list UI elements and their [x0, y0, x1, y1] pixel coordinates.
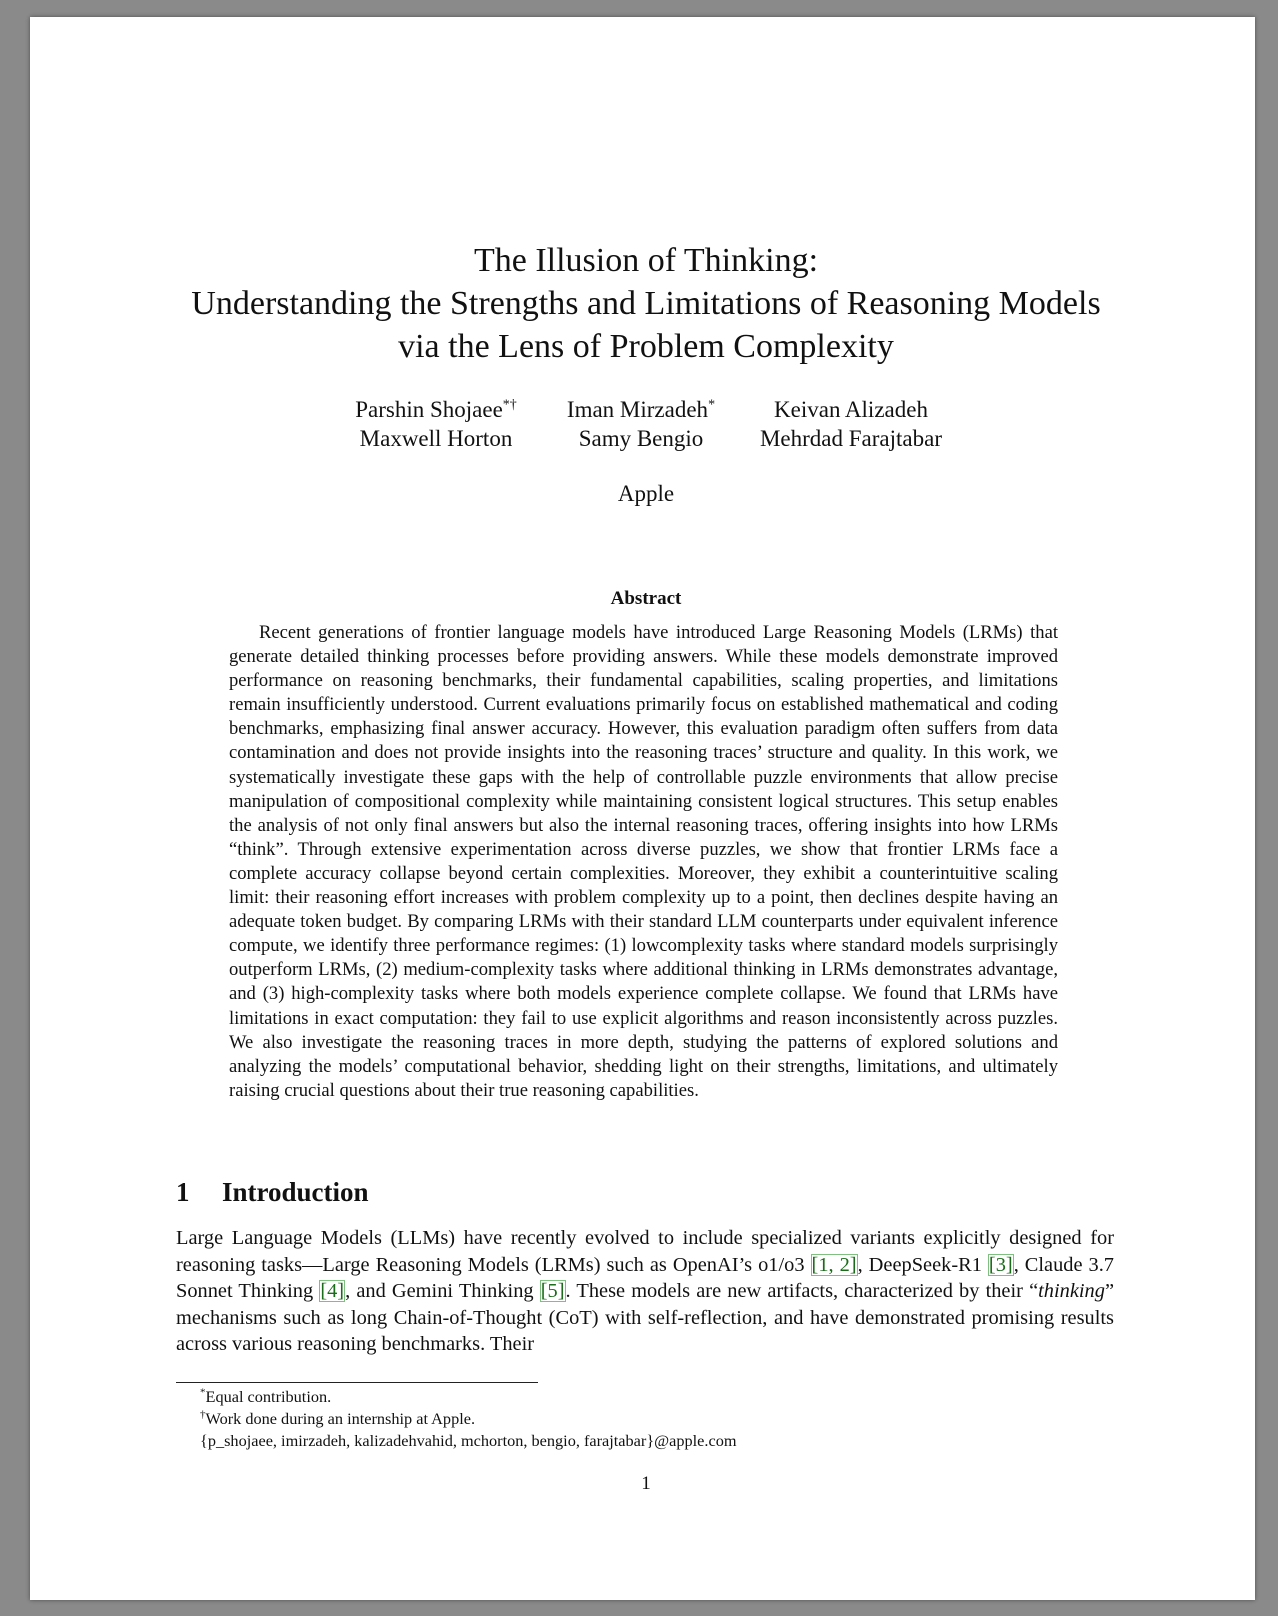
page-number: 1 [641, 1473, 651, 1494]
intro-text: . These models are new artifacts, characterized by their “ [565, 1280, 1039, 1303]
author: Mehrdad Farajtabar [759, 426, 942, 451]
footnote-rule [176, 1382, 538, 1383]
abstract-text: Recent generations of frontier language models have introduced Large Reasoning Models (LRMs) that generate detailed thinking processes before providing answers. While these models demonstrate improved performance on reasoning benchmarks, their fundamental capabilities, scaling properties, and limitations remain insufficiently understood. Current evaluations primarily focus on established mathematical and coding benchmarks, emphasizing final answer accuracy. However, this evaluation paradigm often suffers from data contamination and does not provide insights into the reasoning traces’ structure and quality. In this work, we systematically investigate these gaps with the help of controllable puzzle environments that allow precise manipulation of compositional complexity while maintaining consistent logical structures. This setup enables the analysis of not only final answers but also the internal reasoning traces, offering insights into how LRMs “think”. Through extensive experimentation across diverse puzzles, we show that frontier LRMs face a complete accuracy collapse beyond certain complexities. Moreover, they exhibit a counterintuitive scaling limit: their reasoning effort increases with problem complexity up to a point, then declines despite having an adequate token budget. By comparing LRMs with their standard LLM counterparts under equivalent inference compute, we identify three performance regimes: (1) lowcomplexity tasks where standard models surprisingly outperform LRMs, (2) medium-complexity tasks where additional thinking in LRMs demonstrates advantage, and (3) high-complexity tasks where both models experience complete collapse. We found that LRMs have limitations in exact computation: they fail to use explicit algorithms and reason inconsistently across puzzles. We also investigate the reasoning traces in more depth, studying the patterns of explored solutions and analyzing the models’ computational behavior, shedding light on their strengths, limitations, and ultimately raising crucial questions about their true reasoning capabilities. [229, 622, 1058, 1101]
citation-link[interactable]: [3] [988, 1253, 1013, 1276]
intro-text: Large Language Models (LLMs) have recently evolved to include specialized variants explicitly designed for reasoning tasks—Large Reasoning Models (LRMs) such as OpenAI’s o1/o3 [176, 1227, 1114, 1276]
intro-text: , DeepSeek-R1 [857, 1253, 988, 1276]
paper-page [30, 17, 1255, 1600]
intro-text: , and Gemini Thinking [345, 1280, 540, 1303]
author: Maxwell Horton [359, 426, 513, 451]
author: Keivan Alizadeh [774, 397, 928, 422]
title-line-2: Understanding the Strengths and Limitations of Reasoning Models [191, 285, 1101, 322]
title-line-1: The Illusion of Thinking: [473, 242, 819, 279]
section-heading [176, 1177, 369, 1208]
citation-link[interactable]: [5] [540, 1280, 565, 1303]
author-block [176, 395, 1116, 453]
footnote-2: †Work done during an internship at Apple. [200, 1408, 476, 1428]
emphasis: thinking [1038, 1280, 1105, 1303]
footnotes [200, 1386, 1100, 1452]
footnote-1: *Equal contribution. [200, 1386, 332, 1406]
intro-text: ” mechanisms such as long Chain-of-Thought (CoT) with self-reflection, and have demonstrated promising results across various reasoning benchmarks. Their [176, 1280, 1115, 1356]
section-number: 1 [176, 1177, 190, 1207]
abstract-heading: Abstract [610, 588, 682, 609]
intro-paragraph [176, 1225, 1114, 1358]
author: Parshin Shojaee*† [355, 397, 517, 422]
author: Iman Mirzadeh* [566, 397, 716, 422]
intro-text: , Claude 3.7 Sonnet Thinking [176, 1253, 1114, 1303]
title-line-3: via the Lens of Problem Complexity [398, 328, 894, 365]
author-row-1 [176, 395, 1116, 424]
citation-link[interactable]: [1, 2] [811, 1253, 857, 1276]
footnote-emails: {p_shojaee, imirzadeh, kalizadehvahid, mchorton, bengio, farajtabar}@apple.com [200, 1431, 737, 1450]
citation-link[interactable]: [4] [320, 1280, 345, 1303]
author-row-2 [176, 424, 1116, 453]
section-title: Introduction [222, 1177, 369, 1207]
paper-title [176, 239, 1116, 368]
author: Samy Bengio [578, 426, 704, 451]
affiliation: Apple [617, 481, 675, 506]
